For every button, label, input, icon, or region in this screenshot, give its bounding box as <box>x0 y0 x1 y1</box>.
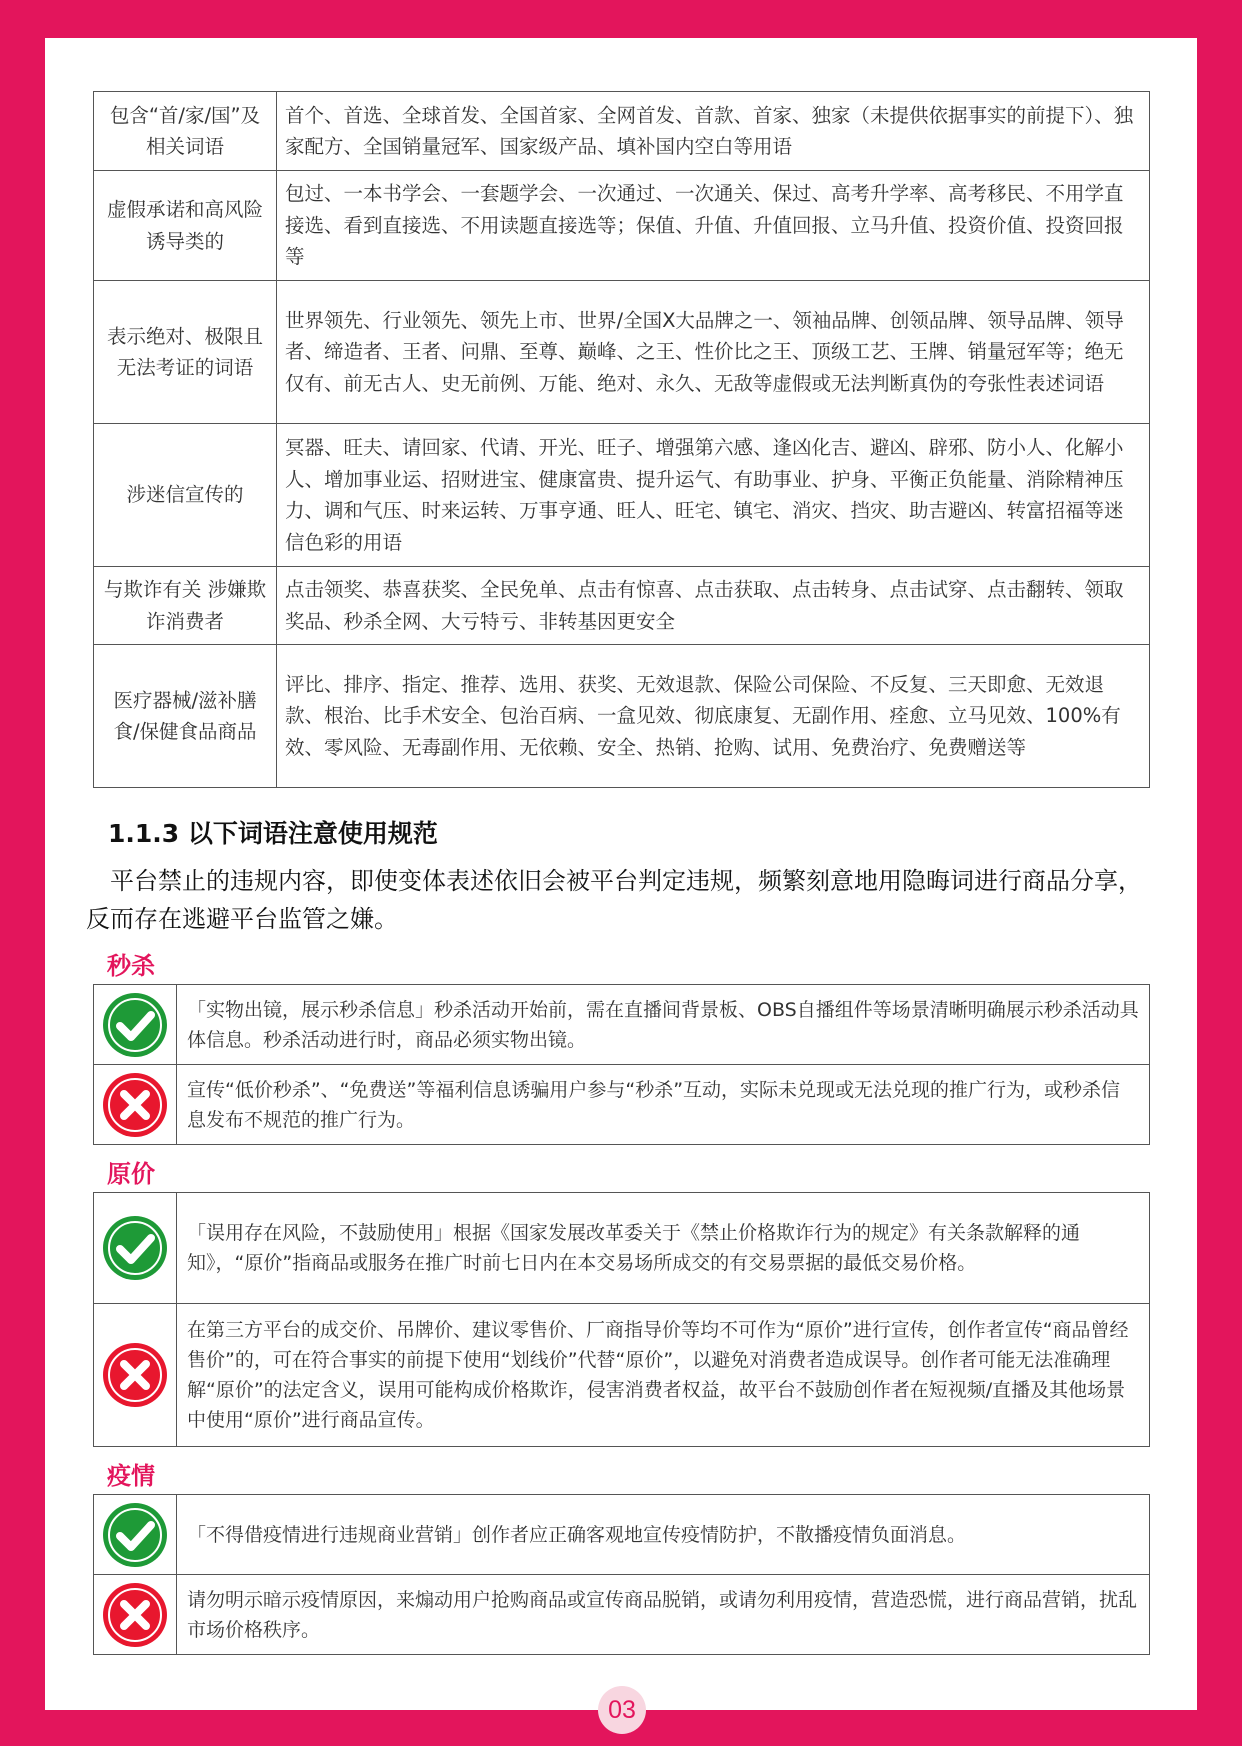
group-title-original-price: 原价 <box>107 1160 155 1188</box>
words-cell: 评比、排序、指定、推荐、选用、获奖、无效退款、保险公司保险、不反复、三天即愈、无效退款、根治、比手术安全、包治百病、一盒见效、彻底康复、无副作用、痊愈、立马见效、100%有效、零风险、无毒副作用、无依赖、安全、热销、抢购、试用、免费治疗、免费赠送等 <box>277 645 1150 788</box>
words-cell: 冥器、旺夫、请回家、代请、开光、旺子、增强第六感、逢凶化吉、避凶、辟邪、防小人、化解小人、增加事业运、招财进宝、健康富贵、提升运气、有助事业、护身、平衡正负能量、消除精神压力、调和气压、时来运转、万事亨通、旺人、旺宅、镇宅、消灾、挡灾、助吉避凶、转富招福等迷信色彩的用语 <box>277 424 1150 567</box>
words-cell: 首个、首选、全球首发、全国首家、全网首发、首款、首家、独家（未提供依据事实的前提下）、独家配方、全国销量冠军、国家级产品、填补国内空白等用语 <box>277 92 1150 171</box>
check-circle-icon <box>102 992 168 1058</box>
epidemic-rules-table <box>93 1494 1150 1655</box>
forbidden-text: 在第三方平台的成交价、吊牌价、建议零售价、厂商指导价等均不可作为“原价”进行宣传，创作者宣传“商品曾经售价”的，可在符合事实的前提下使用“划线价”代替“原价”，以避免对消费者造成误导。创作者可能无法准确理解“原价”的法定含义，误用可能构成价格欺诈，侵害消费者权益，故平台不鼓励创作者在短视频/直播及其他场景中使用“原价”进行商品宣传。 <box>177 1304 1150 1447</box>
section-title: 1.1.3 以下词语注意使用规范 <box>108 819 438 848</box>
table-row <box>94 424 1150 567</box>
category-cell: 与欺诈有关 涉嫌欺诈消费者 <box>94 567 277 645</box>
category-cell: 涉迷信宣传的 <box>94 424 277 567</box>
table-row <box>94 281 1150 424</box>
table-row <box>94 1575 1150 1655</box>
allowed-text: 「实物出镜，展示秒杀信息」秒杀活动开始前，需在直播间背景板、OBS自播组件等场景清晰明确展示秒杀活动具体信息。秒杀活动进行时，商品必须实物出镜。 <box>177 985 1150 1065</box>
category-cell: 包含“首/家/国”及相关词语 <box>94 92 277 171</box>
table-row <box>94 985 1150 1065</box>
words-cell: 世界领先、行业领先、领先上市、世界/全国X大品牌之一、领袖品牌、创领品牌、领导品牌、领导者、缔造者、王者、问鼎、至尊、巅峰、之王、性价比之王、顶级工艺、王牌、销量冠军等；绝无仅有、前无古人、史无前例、万能、绝对、永久、无敌等虚假或无法判断真伪的夸张性表述词语 <box>277 281 1150 424</box>
page-number: 03 <box>598 1686 646 1734</box>
table-row <box>94 1193 1150 1304</box>
group-title-seckill: 秒杀 <box>107 952 155 980</box>
table-row <box>94 645 1150 788</box>
cross-circle-icon <box>102 1582 168 1648</box>
words-cell: 包过、一本书学会、一套题学会、一次通过、一次通关、保过、高考升学率、高考移民、不用学直接选、看到直接选、不用读题直接选等；保值、升值、升值回报、立马升值、投资价值、投资回报等 <box>277 171 1150 281</box>
intro-paragraph: 平台禁止的违规内容，即使变体表述依旧会被平台判定违规，频繁刻意地用隐晦词进行商品分享，反而存在逃避平台监管之嫌。 <box>86 867 1142 933</box>
table-row <box>94 1065 1150 1145</box>
prohibited-terms-table <box>93 91 1150 788</box>
allowed-text: 「误用存在风险，不鼓励使用」根据《国家发展改革委关于《禁止价格欺诈行为的规定》有关条款解释的通知》，“原价”指商品或服务在推广时前七日内在本交易场所成交的有交易票据的最低交易价格。 <box>177 1193 1150 1304</box>
original-price-rules-table <box>93 1192 1150 1447</box>
category-cell: 表示绝对、极限且无法考证的词语 <box>94 281 277 424</box>
forbidden-text: 请勿明示暗示疫情原因，来煽动用户抢购商品或宣传商品脱销，或请勿利用疫情，营造恐慌，进行商品营销，扰乱市场价格秩序。 <box>177 1575 1150 1655</box>
check-circle-icon <box>102 1215 168 1281</box>
table-row <box>94 171 1150 281</box>
category-cell: 虚假承诺和高风险诱导类的 <box>94 171 277 281</box>
table-row <box>94 567 1150 645</box>
forbidden-text: 宣传“低价秒杀”、“免费送”等福利信息诱骗用户参与“秒杀”互动，实际未兑现或无法兑现的推广行为，或秒杀信息发布不规范的推广行为。 <box>177 1065 1150 1145</box>
cross-circle-icon <box>102 1072 168 1138</box>
document-page <box>45 38 1197 1710</box>
allowed-text: 「不得借疫情进行违规商业营销」创作者应正确客观地宣传疫情防护，不散播疫情负面消息。 <box>177 1495 1150 1575</box>
cross-circle-icon <box>102 1342 168 1408</box>
table-row <box>94 1495 1150 1575</box>
table-row <box>94 92 1150 171</box>
seckill-rules-table <box>93 984 1150 1145</box>
check-circle-icon <box>102 1502 168 1568</box>
table-row <box>94 1304 1150 1447</box>
words-cell: 点击领奖、恭喜获奖、全民免单、点击有惊喜、点击获取、点击转身、点击试穿、点击翻转、领取奖品、秒杀全网、大亏特亏、非转基因更安全 <box>277 567 1150 645</box>
category-cell: 医疗器械/滋补膳食/保健食品商品 <box>94 645 277 788</box>
group-title-epidemic: 疫情 <box>107 1462 155 1490</box>
